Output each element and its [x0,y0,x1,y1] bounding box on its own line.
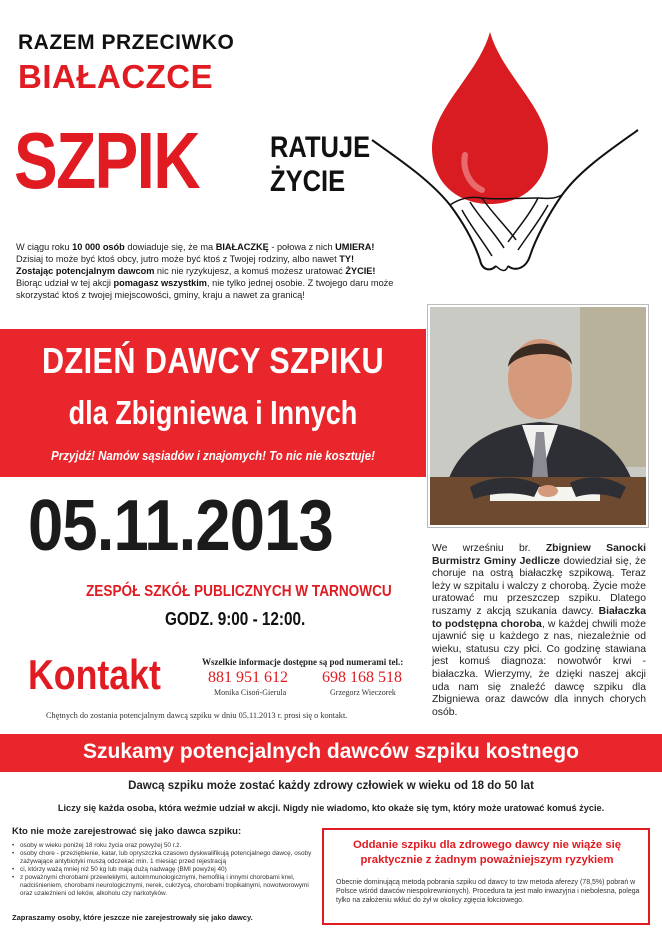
list-item: • ci, którzy ważą mniej niż 50 kg lub mają dużą nadwagę (BMI powyżej 40) [12,866,312,874]
contact-name-1: Monika Cisoń-Gierula [214,688,287,697]
story-text: We wrześniu br. Zbigniew Sanocki Burmistrz Gminy Jedlicze dowiedział się, że choruje na ostrą białaczkę szpikową. Teraz leży w szpitalu i walczy z chorobą. Życie może uratować mu przeszczep szpiku. Dlatego ruszamy z akcją szukania dawcy. Białaczka to podstępna choroba, w każdej chwili może ujawnić się u każdego z nas, niezależnie od wieku, statusu czy płci. Co godzinę stawiana jest komuś diagnoza: nowotwór krwi - białaczka. Wierzymy, że dzięki naszej akcji uda nam się znaleźć dawcę szpiku dla Zbigniewa oraz dawców dla innych chorych osób. [432,543,646,718]
list-item: • osoby w wieku poniżej 18 roku życia oraz powyżej 50 r.ż. [12,842,312,850]
intro-line-3: Zostając potencjalnym dawcom nic nie ryzykujesz, a komuś możesz uratować ŻYCIE! [16,266,376,276]
headline-top: RAZEM PRZECIWKO [18,31,235,54]
event-call-to-action: Przyjdź! Namów sąsiadów i znajomych! To nic nie kosztuje! [51,448,375,463]
contact-name-2: Grzegorz Wieczorek [330,688,396,697]
headline-szpik: SZPIK [14,116,199,205]
headline-red: BIAŁACZCE [18,58,214,95]
portrait-photo [428,305,648,527]
appeal-line: Liczy się każda osoba, która weźmie udział w akcji. Nigdy nie wiadomo, kto okaże się tym, który może uratować komuś życie. [57,803,605,813]
list-item: • osoby chore - przeziębienie, katar, lub opryszczka czasowo dyskwalifikują potencjalnego dawcę, osoby zażywające antybiotyki muszą odczekać min. 1 miesiąc przed rejestracją [12,850,312,866]
event-subtitle: dla Zbigniewa i Innych [68,394,358,431]
contact-note: Chętnych do zostania potencjalnym dawcą szpiku w dniu 05.11.2013 r. prosi się o kontakt. [46,711,348,720]
headline-side-line2: ŻYCIE [270,165,346,198]
contact-heading: Kontakt [28,651,161,698]
event-time: GODZ. 9:00 - 12:00. [165,609,306,629]
bottom-banner-title: Szukamy potencjalnych dawców szpiku kostnego [83,740,579,763]
intro-line-2: Dzisiaj to może być ktoś obcy, jutro może być ktoś z Twojej rodziny, albo nawet TY! [16,254,355,264]
exclusion-list [12,842,312,898]
eligibility-line: Dawcą szpiku może zostać każdy zdrowy człowiek w wieku od 18 do 50 lat [128,780,534,792]
exclusion-title: Kto nie może zarejestrować się jako dawca szpiku: [12,826,242,837]
headline-side [270,131,370,199]
event-date: 05.11.2013 [28,486,333,566]
contact-phone-2[interactable]: 698 168 518 [322,669,402,686]
event-location: ZESPÓŁ SZKÓŁ PUBLICZNYCH W TARNOWCU [86,583,392,600]
event-title: DZIEŃ DAWCY SZPIKU [41,340,385,381]
invite-text: Zapraszamy osoby, które jeszcze nie zarejestrowały się jako dawcy. [12,913,253,922]
info-box-text: Obecnie dominującą metodą pobrania szpiku od dawcy to tzw metoda aferezy (78,5%) pobrań w Polsce wśród dawców niespokrewnionych). Procedura ta jest mało inwazyjna i niebolesna, polega tylko na założeniu wkłuć do żył w okolicy zgięcia łokciowego. [336,879,640,904]
list-item: • z poważnymi chorobami przewlekłymi, autoimmunologicznymi, hemofilią i innymi chorobami krwi, nadciśnieniem, chorobami neurologicznymi, nerek, cukrzycą, chorobami tropikalnymi, nowotworowymi oraz uzależnieni od leków, alkoholu czy narkotyków. [12,874,312,898]
contact-phone-1[interactable]: 881 951 612 [208,669,288,686]
intro-line-1: W ciągu roku 10 000 osób dowiaduje się, że ma BIAŁACZKĘ - połowa z nich UMIERA! [16,242,375,252]
intro-text [16,241,416,301]
info-box-title: Oddanie szpiku dla zdrowego dawcy nie wiąże się praktycznie z żadnym poważniejszym ryzykiem [352,839,622,866]
contact-info-label: Wszelkie informacje dostępne są pod numerami tel.: [202,657,404,667]
headline-side-line1: RATUJE [270,131,371,164]
intro-line-4: Biorąc udział w tej akcji pomagasz wszystkim, nie tylko jednej osobie. Z twojego daru może skorzystać ktoś z twojej miejscowości, gminy, kraju a nawet za granicą! [16,278,394,300]
